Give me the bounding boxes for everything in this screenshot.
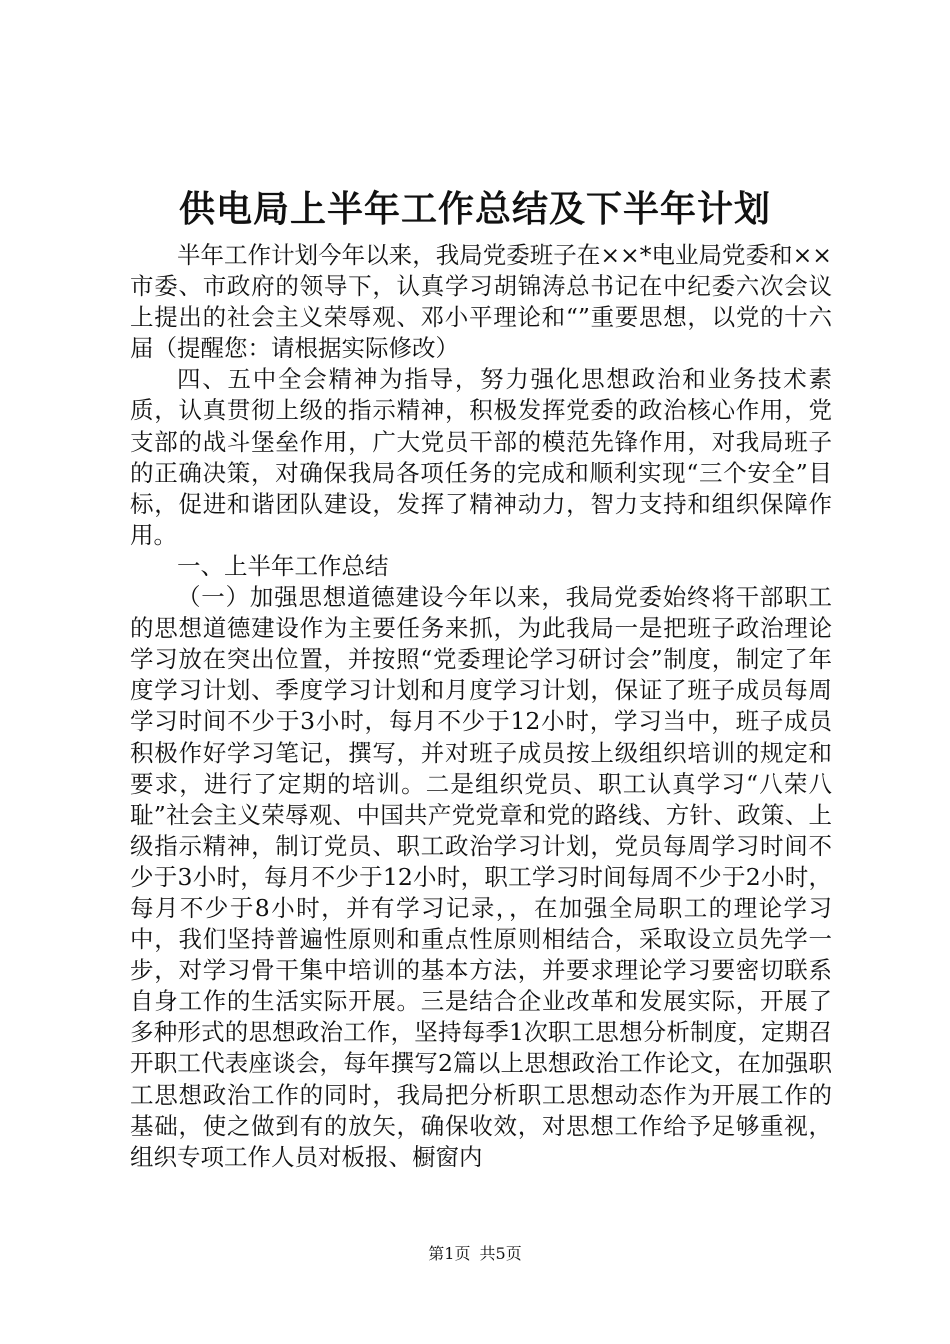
paragraph-guidance: 四、五中全会精神为指导，努力强化思想政治和业务技术素质，认真贯彻上级的指示精神，积极发挥党委的政治核心作用，党支部的战斗堡垒作用，广大党员干部的模范先锋作用，对我局班子的正确决策，对确保我局各项任务的完成和顺利实现“三个安全”目标，促进和谐团队建设，发挥了精神动力，智力支持和组织保障作用。 bbox=[130, 365, 832, 549]
document-title: 供电局上半年工作总结及下半年计划 bbox=[178, 188, 771, 230]
paragraph-moral-construction: （一）加强思想道德建设今年以来，我局党委始终将干部职工的思想道德建设作为主要任务来抓，为此我局一是把班子政治理论学习放在突出位置，并按照“党委理论学习研讨会”制度，制定了年度学习计划、季度学习计划和月度学习计划，保证了班子成员每周学习时间不少于3小时，每月不少于12小时，学习当中，班子成员积极作好学习笔记，撰写，并对班子成员按上级组织培训的规定和要求，进行了定期的培训。二是组织党员、职工认真学习“八荣八耻”社会主义荣辱观、中国共产党党章和党的路线、方针、政策、上级指示精神，制订党员、职工政治学习计划，党员每周学习时间不少于3小时，每月不少于12小时，职工学习时间每周不少于2小时，每月不少于8小时，并有学习记录，，在加强全局职工的理论学习中，我们坚持普遍性原则和重点性原则相结合，采取设立员先学一步，对学习骨干集中培训的基本方法，并要求理论学习要密切联系自身工作的生活实际开展。三是结合企业改革和发展实际，开展了多种形式的思想政治工作，坚持每季1次职工思想分析制度，定期召开职工代表座谈会，每年撰写2篇以上思想政治工作论文，在加强职工思想政治工作的同时，我局把分析职工思想动态作为开展工作的基础，使之做到有的放矢，确保收效，对思想工作给予足够重视，组织专项工作人员对板报、橱窗内 bbox=[130, 583, 832, 1171]
page-number: 第1页 bbox=[428, 1244, 471, 1263]
document-body bbox=[130, 240, 832, 1173]
page-footer bbox=[0, 1243, 950, 1265]
page-total: 共5页 bbox=[479, 1244, 522, 1263]
section-heading: 一、上半年工作总结 bbox=[177, 551, 389, 580]
paragraph-intro: 半年工作计划今年以来，我局党委班子在××*电业局党委和××市委、市政府的领导下，认真学习胡锦涛总书记在中纪委六次会议上提出的社会主义荣辱观、邓小平理论和“”重要思想，以党的十六届（提醒您：请根据实际修改） bbox=[130, 241, 832, 363]
